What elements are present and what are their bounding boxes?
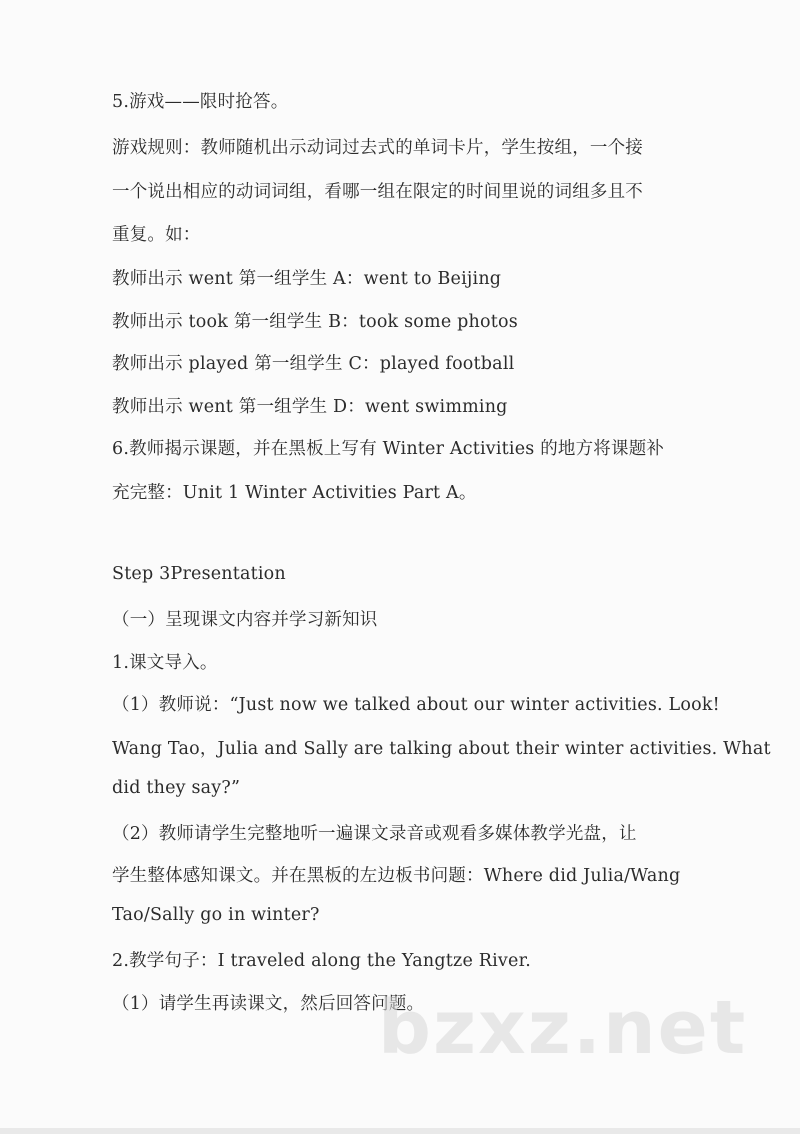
text-line: 1.课文导入。	[112, 653, 218, 673]
text-line: 6.教师揭示课题，并在黑板上写有 Winter Activities 的地方将课题补	[112, 439, 665, 459]
text-line: （2）教师请学生完整地听一遍课文录音或观看多媒体教学光盘，让	[112, 824, 637, 844]
text-line: 5.游戏——限时抢答。	[112, 92, 289, 112]
text-line: 2.教学句子：I traveled along the Yangtze River.	[112, 951, 531, 971]
page-bottom-edge	[0, 1128, 800, 1134]
text-line: （1）请学生再读课文，然后回答问题。	[112, 994, 425, 1014]
text-line: （1）教师说：“Just now we talked about our winter activities. Look!	[112, 695, 720, 715]
text-line: 教师出示 went 第一组学生 D：went swimming	[112, 397, 508, 417]
text-line: 一个说出相应的动词词组，看哪一组在限定的时间里说的词组多且不	[112, 182, 643, 202]
text-line: 教师出示 took 第一组学生 B：took some photos	[112, 312, 518, 332]
text-line: did they say?”	[112, 778, 241, 798]
text-line: Tao/Sally go in winter?	[112, 905, 320, 925]
text-line: 充完整：Unit 1 Winter Activities Part A。	[112, 483, 477, 503]
text-line: Wang Tao，Julia and Sally are talking about their winter activities. What	[112, 739, 771, 759]
section-heading: Step 3Presentation	[112, 564, 286, 584]
text-line: 重复。如：	[112, 225, 201, 245]
text-line: （一）呈现课文内容并学习新知识	[112, 610, 378, 630]
text-line: 教师出示 played 第一组学生 C：played football	[112, 354, 515, 374]
text-line: 教师出示 went 第一组学生 A：went to Beijing	[112, 269, 502, 289]
text-line: 游戏规则：教师随机出示动词过去式的单词卡片，学生按组，一个接	[112, 138, 643, 158]
watermark: bzxz.net	[378, 985, 748, 1071]
text-line: 学生整体感知课文。并在黑板的左边板书问题：Where did Julia/Wang	[112, 866, 681, 886]
